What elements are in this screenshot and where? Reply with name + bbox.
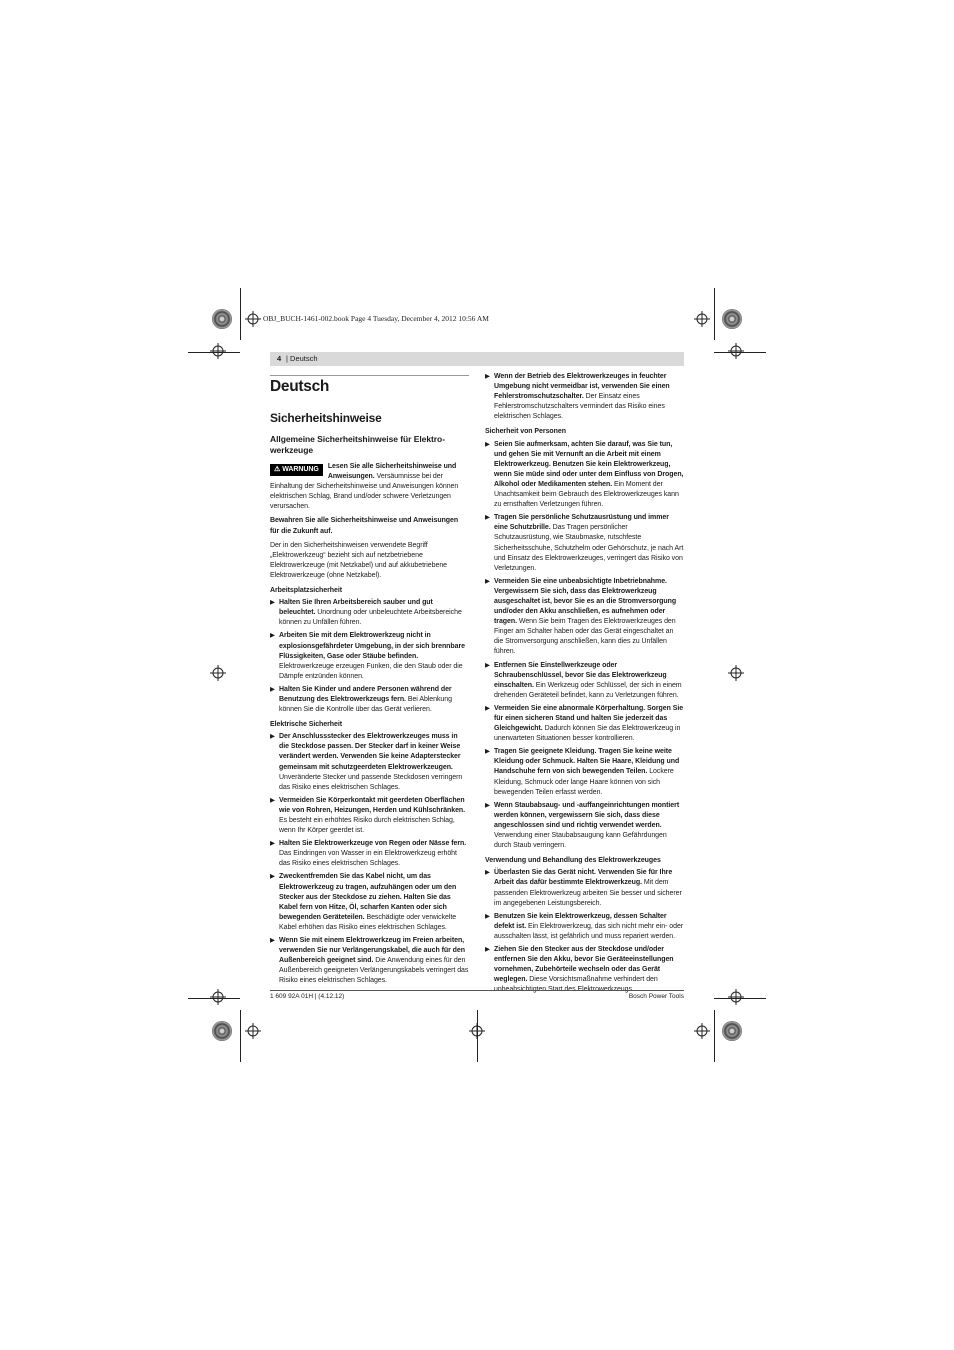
bullet-arrow-icon: ▶: [270, 873, 275, 881]
item-bold: Arbeiten Sie mit dem Elektrowerkzeug nicht in explosionsgefährdeter Umgebung, in der sich brennbare Flüssigkeiten, Gase oder Stäube befinden.: [279, 632, 465, 660]
page-title: Deutsch: [270, 378, 330, 395]
warning-text: Versäumnisse bei der Einhaltung der Sicherheitshinweise und Anweisungen können elektrischen Schlag, Brand und/oder schwere Verletzungen verursachen.: [270, 473, 459, 511]
bullet-arrow-icon: ▶: [485, 869, 490, 877]
item-bold: Tragen Sie geeignete Kleidung. Tragen Sie keine weite Kleidung oder Schmuck. Halten Sie Haare, Kleidung und Handschuhe fern von sich bewegenden Teilen.: [494, 748, 680, 776]
title-rule: [270, 375, 469, 376]
section-title: Sicherheitshinweise: [270, 411, 382, 425]
warning-triangle-icon: ⚠: [274, 466, 281, 473]
item-text: Lockere Kleidung, Schmuck oder lange Haare können von sich bewegenden Teilen erfasst werden.: [494, 768, 674, 796]
item-text: Verwendung einer Staubabsaugung kann Gefährdungen durch Staub verringern.: [494, 832, 667, 850]
item-bold: Halten Sie Kinder und andere Personen während der Benutzung des Elektrowerkzeugs fern.: [279, 685, 452, 703]
item-bold: Seien Sie aufmerksam, achten Sie darauf, was Sie tun, und gehen Sie mit Vernunft an die Arbeit mit einem Elektrowerkzeug. Benutzen Sie kein Elektrowerkzeug, wenn Sie müde sind oder unter dem Einfluss von Drogen, Alkohol oder Medikamenten stehen.: [494, 440, 684, 488]
list-item: [270, 839, 469, 869]
bullet-arrow-icon: ▶: [270, 796, 275, 804]
bullet-arrow-icon: ▶: [485, 704, 490, 712]
subsection-title: Arbeitsplatzsicherheit: [270, 587, 343, 595]
header-section: | Deutsch: [286, 354, 318, 363]
bullet-arrow-icon: ▶: [270, 599, 275, 607]
item-bold: Vermeiden Sie eine abnormale Körperhaltung. Sorgen Sie für einen sicheren Stand und halten Sie jederzeit das Gleichgewicht.: [494, 704, 684, 733]
right-sections: [485, 427, 684, 995]
item-bold: Zweckentfremden Sie das Kabel nicht, um das Elektrowerkzeug zu tragen, aufzuhängen oder um den Stecker aus der Steckdose zu ziehen. Halten Sie das Kabel fern von Hitze, Öl, scharfen Kanten oder sich bewegenden Geräteteilen.: [279, 873, 457, 921]
item-text: Beschädigte oder verwickelte Kabel erhöhen das Risiko eines elektrischen Schlages.: [279, 913, 457, 931]
registration-disc-top-right: [722, 309, 742, 329]
item-bold: Wenn Sie mit einem Elektrowerkzeug im Freien arbeiten, verwenden Sie nur Verlängerungskabel, die auch für den Außenbereich geeignet sind.: [279, 937, 465, 965]
item-text: Es besteht ein erhöhtes Risiko durch elektrischen Schlag, wenn Ihr Körper geerdet ist.: [279, 817, 455, 835]
bullet-arrow-icon: ▶: [270, 632, 275, 640]
registration-disc-bottom-right: [722, 1021, 742, 1041]
item-text: Ein Moment der Unachtsamkeit beim Gebrauch des Elektrowerkzeuges kann zu ernsthaften Verletzungen führen.: [494, 480, 679, 509]
item-bold: Tragen Sie persönliche Schutzausrüstung und immer eine Schutzbrille.: [494, 514, 669, 532]
bullet-arrow-icon: ▶: [485, 801, 490, 809]
list-item: [270, 685, 469, 715]
crop-line: [240, 288, 241, 340]
item-text: Dadurch können Sie das Elektrowerkzeug in unerwarteten Situationen besser kontrollieren.: [494, 725, 681, 743]
list-item: [485, 577, 684, 658]
page-number: 4: [277, 354, 282, 363]
item-bold: Entfernen Sie Einstellwerkzeuge oder Schraubenschlüssel, bevor Sie das Elektrowerkzeug einschalten.: [494, 661, 667, 689]
left-sections: [270, 586, 469, 986]
list-item: [270, 598, 469, 628]
warning-badge: [270, 464, 323, 476]
bullet-arrow-icon: ▶: [270, 733, 275, 741]
bullet-arrow-icon: ▶: [485, 577, 490, 585]
item-bold: Vermeiden Sie eine unbeabsichtigte Inbetriebnahme. Vergewissern Sie sich, dass das Elektrowerkzeug ausgeschaltet ist, bevor Sie es an die Stromversorgung und/oder den Akku anschließen, es aufnehmen oder tragen.: [494, 577, 677, 626]
list-item: [485, 440, 684, 511]
list-item: [485, 372, 684, 422]
item-text: Das Tragen persönlicher Schutzausrüstung, wie Staubmaske, rutschfeste Sicherheitsschuhe, Schutzhelm oder Gehörschutz, je nach Art und Einsatz des Elektrowerkzeuges, verringert das Risiko von Verletzungen.: [494, 524, 684, 572]
item-text: Ein Werkzeug oder Schlüssel, der sich in einem drehenden Geräteteil befindet, kann zu Verletzungen führen.: [494, 681, 682, 699]
list-item: [485, 704, 684, 744]
crop-line: [714, 1010, 715, 1062]
item-bold: Halten Sie Elektrowerkzeuge von Regen oder Nässe fern.: [279, 840, 467, 848]
list-item: [270, 732, 469, 793]
registration-disc-top-left: [212, 309, 232, 329]
list-item: [270, 872, 469, 933]
subsection-title: Sicherheit von Personen: [485, 428, 566, 436]
item-bold: Wenn Staubabsaug- und -auffangeinrichtungen montiert werden können, vergewissern Sie sich, dass diese angeschlossen sind und richtig verwendet werden.: [494, 801, 680, 829]
item-text: Elektrowerkzeuge erzeugen Funken, die den Staub oder die Dämpfe entzünden können.: [279, 662, 463, 680]
left-column: [270, 372, 469, 990]
item-bold: Halten Sie Ihren Arbeitsbereich sauber und gut beleuchtet.: [279, 599, 433, 617]
item-text: Die Anwendung eines für den Außenbereich geeigneten Verlängerungskabels verringert das Risiko eines elektrischen Schlages.: [279, 957, 469, 985]
list-item: [485, 661, 684, 701]
crosshair-mark: [245, 311, 261, 327]
item-bold: Wenn der Betrieb des Elektrowerkzeuges in feuchter Umgebung nicht vermeidbar ist, verwenden Sie einen Fehlerstromschutzschalter.: [494, 373, 670, 401]
item-text: Der Einsatz eines Fehlerstromschutzschalters vermindert das Risiko eines elektrischen Schlages.: [494, 393, 665, 421]
file-header: OBJ_BUCH-1461-002.book Page 4 Tuesday, December 4, 2012 10:56 AM: [263, 314, 489, 323]
bullet-arrow-icon: ▶: [485, 945, 490, 953]
bullet-arrow-icon: ▶: [485, 440, 490, 448]
crosshair-mark: [694, 311, 710, 327]
crosshair-mark: [728, 989, 744, 1005]
registration-disc-bottom-left: [212, 1021, 232, 1041]
crosshair-mark: [210, 343, 226, 359]
list-item: [485, 868, 684, 908]
crosshair-mark: [210, 989, 226, 1005]
footer-rule: [270, 990, 684, 991]
general-heading: Allgemeine Sicherheitshinweise für Elektro-werkzeuge: [270, 434, 445, 455]
crosshair-mark: [728, 343, 744, 359]
bullet-arrow-icon: ▶: [270, 840, 275, 848]
item-text: Unveränderte Stecker und passende Steckdosen verringern das Risiko eines elektrischen Schlages.: [279, 773, 463, 791]
list-item: [485, 747, 684, 797]
bullet-arrow-icon: ▶: [485, 912, 490, 920]
crosshair-mark: [728, 665, 744, 681]
warning-paragraph: [270, 462, 469, 512]
crosshair-mark: [210, 665, 226, 681]
bullet-arrow-icon: ▶: [485, 661, 490, 669]
page-header: [270, 352, 684, 366]
subsection-title: Elektrische Sicherheit: [270, 721, 343, 729]
keep-notice: [270, 516, 469, 536]
warning-bold: Lesen Sie alle Sicherheitshinweise und Anweisungen.: [327, 463, 457, 481]
item-text: Mit dem passenden Elektrowerkzeug arbeiten Sie besser und sicherer im angegebenen Leistungsbereich.: [494, 879, 682, 907]
list-item: [270, 796, 469, 836]
crosshair-mark: [694, 1023, 710, 1039]
item-text: Bei Ablenkung können Sie die Kontrolle über das Gerät verlieren.: [279, 695, 452, 714]
bullet-arrow-icon: ▶: [270, 685, 275, 693]
bullet-arrow-icon: ▶: [485, 514, 490, 522]
crop-line: [477, 1010, 478, 1062]
crop-line: [714, 288, 715, 340]
crosshair-mark: [245, 1023, 261, 1039]
subsection-title: Verwendung und Behandlung des Elektrowerkzeuges: [485, 857, 661, 865]
item-bold: Benutzen Sie kein Elektrowerkzeug, dessen Schalter defekt ist.: [494, 912, 667, 930]
bullet-arrow-icon: ▶: [485, 748, 490, 756]
definition-paragraph: Der in den Sicherheitshinweisen verwendete Begriff „Elektrowerkzeug“ bezieht sich auf netzbetriebene Elektrowerkzeuge (mit Netzkabel) und auf akkubetriebene Elektrowerkzeuge (ohne Netzkabel).: [270, 541, 448, 579]
item-text: Unordnung oder unbeleuchtete Arbeitsbereiche können zu Unfällen führen.: [279, 609, 462, 627]
list-item: [485, 945, 684, 995]
item-bold: Ziehen Sie den Stecker aus der Steckdose und/oder entfernen Sie den Akku, bevor Sie Geräteeinstellungen vornehmen, Zubehörteile wechseln oder das Gerät weglegen.: [494, 945, 674, 984]
footer-brand: Bosch Power Tools: [628, 993, 684, 1000]
item-text: Das Eindringen von Wasser in ein Elektrowerkzeug erhöht das Risiko eines elektrischen Schlages.: [279, 850, 457, 868]
item-bold: Der Anschlussstecker des Elektrowerkzeuges muss in die Steckdose passen. Der Stecker darf in keiner Weise verändert werden. Verwenden Sie keine Adapterstecker gemeinsam mit schutzgeerdeten Elektrowerkzeugen.: [279, 733, 461, 771]
item-text: Wenn Sie beim Tragen des Elektrowerkzeuges den Finger am Schalter haben oder das Gerät eingeschaltet an die Stromversorgung anschließen, kann dies zu Unfällen führen.: [494, 618, 676, 656]
item-text: Diese Vorsichtsmaßnahme verhindert den: [529, 976, 658, 984]
crop-line: [240, 1010, 241, 1062]
bullet-arrow-icon: ▶: [270, 937, 275, 945]
list-item: [270, 936, 469, 986]
right-column: [485, 372, 684, 998]
item-bold: Vermeiden Sie Körperkontakt mit geerdeten Oberflächen wie von Rohren, Heizungen, Herden und Kühlschränken.: [279, 796, 466, 814]
bullet-arrow-icon: ▶: [485, 373, 490, 380]
item-text: Ein Elektrowerkzeug, das sich nicht mehr ein- oder ausschalten lässt, ist gefährlich und muss repariert werden.: [494, 922, 684, 940]
keep-notice-text: Bewahren Sie alle Sicherheitshinweise und Anweisungen für die Zukunft auf.: [270, 517, 459, 535]
list-item: [270, 631, 469, 681]
footer-code: 1 609 92A 01H | (4.12.12): [270, 993, 345, 1000]
list-item: [485, 912, 684, 942]
item-bold: Überlasten Sie das Gerät nicht. Verwenden Sie für Ihre Arbeit das dafür bestimmte Elektrowerkzeug.: [494, 869, 673, 887]
warning-badge-label: WARNUNG: [282, 466, 319, 473]
list-item: [485, 513, 684, 574]
list-item: [485, 801, 684, 851]
